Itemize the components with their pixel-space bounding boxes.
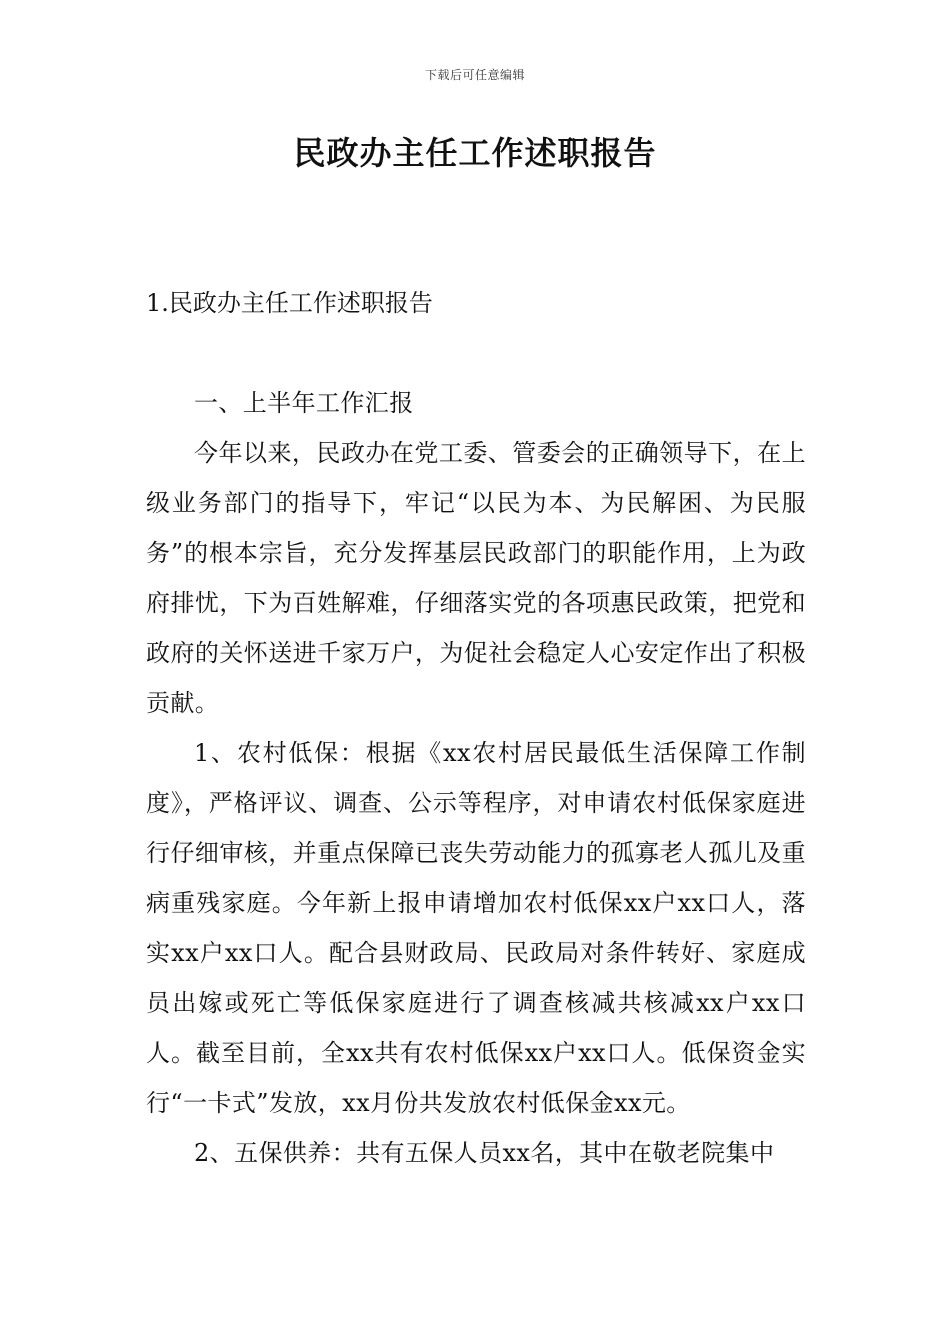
- subheading-first-half-report: 一、上半年工作汇报: [194, 389, 414, 417]
- header-note: 下载后可任意编辑: [424, 68, 525, 82]
- section-heading: 1.民政办主任工作述职报告: [146, 289, 433, 317]
- document-title: 民政办主任工作述职报告: [293, 134, 657, 172]
- paragraph-rural-subsistence: 1、农村低保：根据《xx农村居民最低生活保障工作制度》，严格评议、调查、公示等程序，对申请农村低保家庭进行仔细审核，并重点保障已丧失劳动能力的孤寡老人孤儿及重病重残家庭。今年新上报申请增加农村低保xx户xx口人，落实xx户xx口人。配合县财政局、民政局对条件转好、家庭成员出嫁或死亡等低保家庭进行了调查核减共核减xx户xx口人。截至目前，全xx共有农村低保xx户xx口人。低保资金实行“一卡式”发放，xx月份共发放农村低保金xx元。: [146, 739, 806, 1117]
- paragraph-intro: 今年以来，民政办在党工委、管委会的正确领导下，在上级业务部门的指导下，牢记“以民为本、为民解困、为民服务”的根本宗旨，充分发挥基层民政部门的职能作用，上为政府排忧，下为百姓解难，仔细落实党的各项惠民政策，把党和政府的关怀送进千家万户，为促社会稳定人心安定作出了积极贡献。: [146, 439, 806, 717]
- document-body: [146, 378, 806, 1178]
- paragraph-five-guarantees: 2、五保供养：共有五保人员xx名，其中在敬老院集中: [194, 1139, 775, 1167]
